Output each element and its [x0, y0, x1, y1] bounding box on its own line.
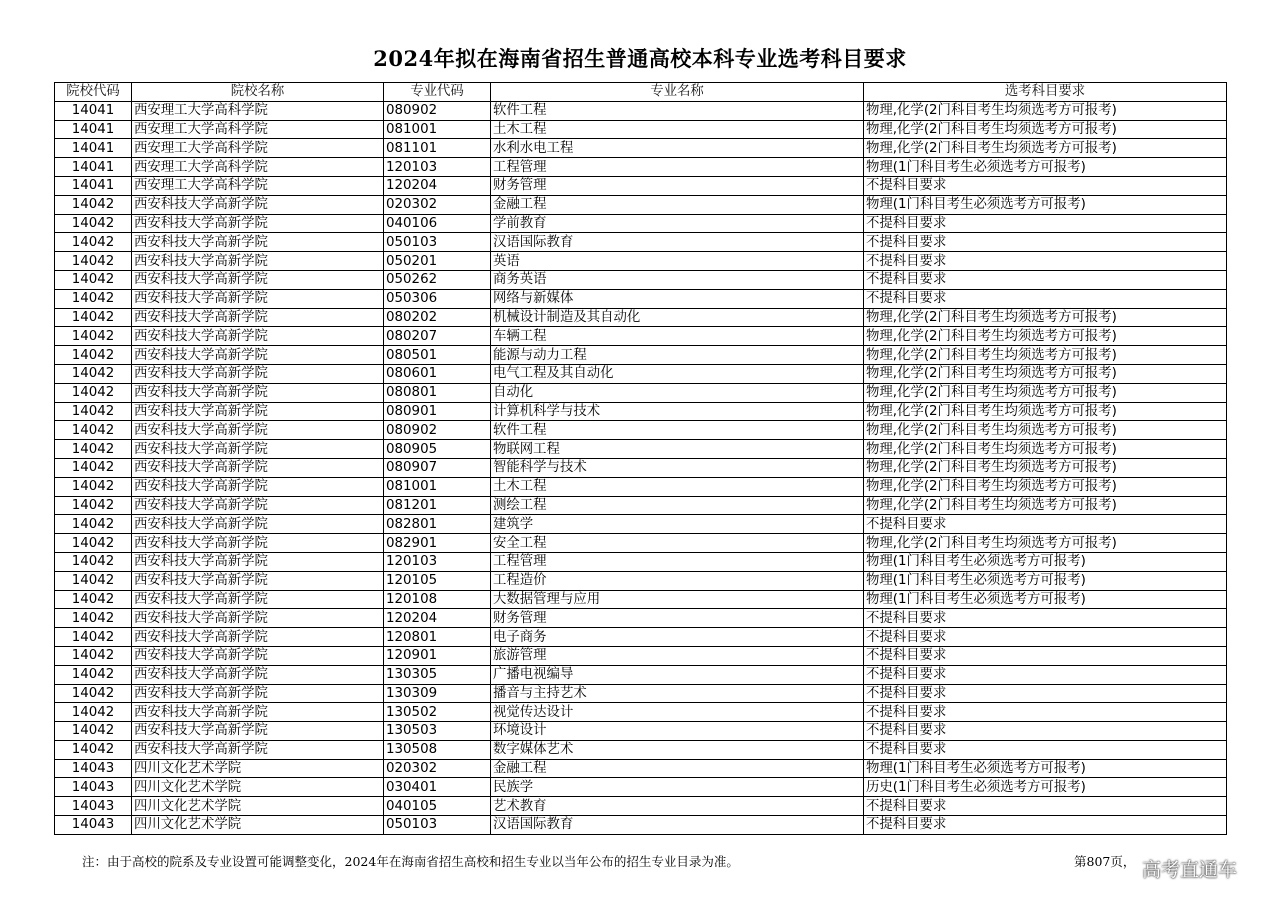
school-name-cell: 西安科技大学高新学院 [132, 646, 384, 665]
school-code-cell: 14042 [55, 665, 132, 684]
table-row [55, 797, 1227, 816]
table-row [55, 740, 1227, 759]
school-name-cell: 西安理工大学高科学院 [132, 176, 384, 195]
major-name-cell: 自动化 [491, 383, 864, 402]
school-code-cell: 14042 [55, 289, 132, 308]
subject-requirement-cell: 不提科目要求 [864, 515, 1227, 534]
major-name-cell: 环境设计 [491, 722, 864, 741]
school-code-cell: 14042 [55, 496, 132, 515]
school-code-cell: 14042 [55, 308, 132, 327]
major-name-cell: 电子商务 [491, 628, 864, 647]
major-name-cell: 电气工程及其自动化 [491, 364, 864, 383]
major-name-cell: 计算机科学与技术 [491, 402, 864, 421]
major-name-cell: 土木工程 [491, 120, 864, 139]
school-code-cell: 14042 [55, 327, 132, 346]
table-body [55, 101, 1227, 834]
major-code-cell: 050201 [384, 252, 491, 271]
major-code-cell: 082901 [384, 534, 491, 553]
major-code-cell: 120108 [384, 590, 491, 609]
major-name-cell: 测绘工程 [491, 496, 864, 515]
school-code-cell: 14042 [55, 383, 132, 402]
subject-requirement-cell: 不提科目要求 [864, 628, 1227, 647]
school-name-cell: 西安科技大学高新学院 [132, 552, 384, 571]
school-name-cell: 西安科技大学高新学院 [132, 440, 384, 459]
subject-requirement-cell: 不提科目要求 [864, 289, 1227, 308]
major-code-cell: 050306 [384, 289, 491, 308]
major-name-cell: 金融工程 [491, 195, 864, 214]
table-row [55, 402, 1227, 421]
major-code-cell: 130309 [384, 684, 491, 703]
school-name-cell: 西安科技大学高新学院 [132, 534, 384, 553]
school-code-cell: 14042 [55, 628, 132, 647]
school-code-cell: 14042 [55, 722, 132, 741]
table-row [55, 139, 1227, 158]
subject-requirement-cell: 不提科目要求 [864, 176, 1227, 195]
major-name-cell: 机械设计制造及其自动化 [491, 308, 864, 327]
school-code-cell: 14042 [55, 609, 132, 628]
table-row [55, 195, 1227, 214]
school-code-cell: 14042 [55, 477, 132, 496]
school-code-cell: 14042 [55, 740, 132, 759]
table-row [55, 289, 1227, 308]
school-name-cell: 西安科技大学高新学院 [132, 684, 384, 703]
table-row [55, 571, 1227, 590]
major-code-cell: 081101 [384, 139, 491, 158]
header-school-name: 院校名称 [132, 83, 384, 102]
school-name-cell: 西安科技大学高新学院 [132, 364, 384, 383]
school-name-cell: 西安科技大学高新学院 [132, 214, 384, 233]
school-name-cell: 西安科技大学高新学院 [132, 496, 384, 515]
subject-requirement-cell: 物理,化学(2门科目考生均须选考方可报考) [864, 496, 1227, 515]
school-code-cell: 14043 [55, 797, 132, 816]
requirements-table [54, 82, 1227, 835]
school-name-cell: 西安理工大学高科学院 [132, 120, 384, 139]
table-row [55, 270, 1227, 289]
major-code-cell: 080907 [384, 458, 491, 477]
table-row [55, 552, 1227, 571]
major-code-cell: 080801 [384, 383, 491, 402]
header-major-code: 专业代码 [384, 83, 491, 102]
table-row [55, 628, 1227, 647]
subject-requirement-cell: 物理(1门科目考生必须选考方可报考) [864, 158, 1227, 177]
school-name-cell: 西安理工大学高科学院 [132, 101, 384, 120]
subject-requirement-cell: 不提科目要求 [864, 684, 1227, 703]
major-code-cell: 050262 [384, 270, 491, 289]
school-code-cell: 14041 [55, 139, 132, 158]
school-code-cell: 14042 [55, 346, 132, 365]
major-name-cell: 安全工程 [491, 534, 864, 553]
major-code-cell: 082801 [384, 515, 491, 534]
major-code-cell: 081001 [384, 120, 491, 139]
major-code-cell: 080207 [384, 327, 491, 346]
school-name-cell: 四川文化艺术学院 [132, 797, 384, 816]
major-code-cell: 120103 [384, 552, 491, 571]
major-name-cell: 播音与主持艺术 [491, 684, 864, 703]
school-name-cell: 西安科技大学高新学院 [132, 421, 384, 440]
school-code-cell: 14041 [55, 120, 132, 139]
subject-requirement-cell: 不提科目要求 [864, 740, 1227, 759]
school-name-cell: 西安科技大学高新学院 [132, 308, 384, 327]
subject-requirement-cell: 物理(1门科目考生必须选考方可报考) [864, 571, 1227, 590]
table-row [55, 534, 1227, 553]
subject-requirement-cell: 不提科目要求 [864, 703, 1227, 722]
school-name-cell: 西安科技大学高新学院 [132, 515, 384, 534]
major-code-cell: 120204 [384, 176, 491, 195]
subject-requirement-cell: 物理,化学(2门科目考生均须选考方可报考) [864, 120, 1227, 139]
subject-requirement-cell: 不提科目要求 [864, 722, 1227, 741]
school-name-cell: 西安科技大学高新学院 [132, 740, 384, 759]
major-name-cell: 工程造价 [491, 571, 864, 590]
school-name-cell: 西安科技大学高新学院 [132, 665, 384, 684]
major-name-cell: 软件工程 [491, 101, 864, 120]
major-name-cell: 大数据管理与应用 [491, 590, 864, 609]
major-code-cell: 050103 [384, 816, 491, 835]
major-name-cell: 学前教育 [491, 214, 864, 233]
subject-requirement-cell: 不提科目要求 [864, 252, 1227, 271]
school-name-cell: 西安理工大学高科学院 [132, 158, 384, 177]
school-name-cell: 西安科技大学高新学院 [132, 703, 384, 722]
major-name-cell: 视觉传达设计 [491, 703, 864, 722]
subject-requirement-cell: 物理(1门科目考生必须选考方可报考) [864, 195, 1227, 214]
major-name-cell: 商务英语 [491, 270, 864, 289]
table-row [55, 214, 1227, 233]
major-name-cell: 水利水电工程 [491, 139, 864, 158]
school-code-cell: 14042 [55, 364, 132, 383]
table-row [55, 496, 1227, 515]
major-name-cell: 软件工程 [491, 421, 864, 440]
school-name-cell: 西安科技大学高新学院 [132, 233, 384, 252]
school-code-cell: 14043 [55, 778, 132, 797]
header-subject-requirement: 选考科目要求 [864, 83, 1227, 102]
table-row [55, 158, 1227, 177]
subject-requirement-cell: 物理,化学(2门科目考生均须选考方可报考) [864, 534, 1227, 553]
subject-requirement-cell: 不提科目要求 [864, 797, 1227, 816]
table-row [55, 327, 1227, 346]
major-code-cell: 120103 [384, 158, 491, 177]
major-code-cell: 080905 [384, 440, 491, 459]
table-header-row [55, 83, 1227, 102]
major-code-cell: 020302 [384, 195, 491, 214]
major-code-cell: 080501 [384, 346, 491, 365]
school-name-cell: 西安科技大学高新学院 [132, 195, 384, 214]
subject-requirement-cell: 物理,化学(2门科目考生均须选考方可报考) [864, 346, 1227, 365]
school-name-cell: 西安科技大学高新学院 [132, 289, 384, 308]
major-name-cell: 建筑学 [491, 515, 864, 534]
watermark-text: 高考直通车 [1142, 859, 1238, 881]
table-row [55, 233, 1227, 252]
subject-requirement-cell: 历史(1门科目考生必须选考方可报考) [864, 778, 1227, 797]
school-code-cell: 14042 [55, 552, 132, 571]
table-row [55, 346, 1227, 365]
school-code-cell: 14042 [55, 590, 132, 609]
major-code-cell: 080601 [384, 364, 491, 383]
header-school-code: 院校代码 [55, 83, 132, 102]
subject-requirement-cell: 物理,化学(2门科目考生均须选考方可报考) [864, 440, 1227, 459]
subject-requirement-cell: 物理(1门科目考生必须选考方可报考) [864, 759, 1227, 778]
major-name-cell: 工程管理 [491, 158, 864, 177]
major-name-cell: 智能科学与技术 [491, 458, 864, 477]
school-code-cell: 14042 [55, 214, 132, 233]
school-code-cell: 14042 [55, 421, 132, 440]
table-row [55, 458, 1227, 477]
footer-note: 注：由于高校的院系及专业设置可能调整变化，2024年在海南省招生高校和招生专业以当年公布的招生专业目录为准。 [82, 854, 739, 869]
school-code-cell: 14042 [55, 703, 132, 722]
table-row [55, 440, 1227, 459]
school-code-cell: 14042 [55, 646, 132, 665]
school-name-cell: 西安科技大学高新学院 [132, 458, 384, 477]
major-name-cell: 数字媒体艺术 [491, 740, 864, 759]
school-code-cell: 14041 [55, 176, 132, 195]
table-row [55, 364, 1227, 383]
subject-requirement-cell: 不提科目要求 [864, 270, 1227, 289]
major-name-cell: 旅游管理 [491, 646, 864, 665]
table-row [55, 515, 1227, 534]
major-code-cell: 080902 [384, 421, 491, 440]
subject-requirement-cell: 物理,化学(2门科目考生均须选考方可报考) [864, 458, 1227, 477]
major-code-cell: 120801 [384, 628, 491, 647]
school-code-cell: 14043 [55, 816, 132, 835]
header-major-name: 专业名称 [491, 83, 864, 102]
subject-requirement-cell: 不提科目要求 [864, 214, 1227, 233]
major-name-cell: 土木工程 [491, 477, 864, 496]
school-code-cell: 14042 [55, 195, 132, 214]
school-name-cell: 西安科技大学高新学院 [132, 628, 384, 647]
major-name-cell: 财务管理 [491, 609, 864, 628]
major-name-cell: 汉语国际教育 [491, 233, 864, 252]
major-name-cell: 民族学 [491, 778, 864, 797]
school-name-cell: 西安科技大学高新学院 [132, 270, 384, 289]
major-code-cell: 020302 [384, 759, 491, 778]
subject-requirement-cell: 物理,化学(2门科目考生均须选考方可报考) [864, 383, 1227, 402]
school-code-cell: 14042 [55, 458, 132, 477]
table-row [55, 684, 1227, 703]
school-name-cell: 四川文化艺术学院 [132, 778, 384, 797]
major-name-cell: 能源与动力工程 [491, 346, 864, 365]
subject-requirement-cell: 物理,化学(2门科目考生均须选考方可报考) [864, 477, 1227, 496]
major-name-cell: 财务管理 [491, 176, 864, 195]
subject-requirement-cell: 物理,化学(2门科目考生均须选考方可报考) [864, 101, 1227, 120]
subject-requirement-cell: 不提科目要求 [864, 816, 1227, 835]
major-code-cell: 130502 [384, 703, 491, 722]
school-code-cell: 14042 [55, 440, 132, 459]
page-title: 2024年拟在海南省招生普通高校本科专业选考科目要求 [373, 46, 907, 71]
school-code-cell: 14042 [55, 571, 132, 590]
table-row [55, 703, 1227, 722]
major-name-cell: 车辆工程 [491, 327, 864, 346]
major-code-cell: 130508 [384, 740, 491, 759]
school-name-cell: 西安科技大学高新学院 [132, 477, 384, 496]
subject-requirement-cell: 物理,化学(2门科目考生均须选考方可报考) [864, 139, 1227, 158]
major-name-cell: 物联网工程 [491, 440, 864, 459]
table-row [55, 308, 1227, 327]
subject-requirement-cell: 物理(1门科目考生必须选考方可报考) [864, 552, 1227, 571]
school-code-cell: 14042 [55, 252, 132, 271]
major-name-cell: 网络与新媒体 [491, 289, 864, 308]
school-code-cell: 14042 [55, 233, 132, 252]
table-row [55, 759, 1227, 778]
school-name-cell: 四川文化艺术学院 [132, 816, 384, 835]
school-name-cell: 四川文化艺术学院 [132, 759, 384, 778]
school-code-cell: 14042 [55, 534, 132, 553]
school-code-cell: 14042 [55, 402, 132, 421]
table-row [55, 120, 1227, 139]
school-name-cell: 西安科技大学高新学院 [132, 327, 384, 346]
table-row [55, 646, 1227, 665]
subject-requirement-cell: 物理,化学(2门科目考生均须选考方可报考) [864, 421, 1227, 440]
page-number: 第807页， [1074, 854, 1136, 869]
table-row [55, 477, 1227, 496]
school-code-cell: 14041 [55, 101, 132, 120]
school-name-cell: 西安科技大学高新学院 [132, 252, 384, 271]
school-code-cell: 14042 [55, 270, 132, 289]
table-row [55, 665, 1227, 684]
subject-requirement-cell: 不提科目要求 [864, 233, 1227, 252]
table-row [55, 421, 1227, 440]
school-code-cell: 14043 [55, 759, 132, 778]
major-code-cell: 130503 [384, 722, 491, 741]
school-name-cell: 西安理工大学高科学院 [132, 139, 384, 158]
school-name-cell: 西安科技大学高新学院 [132, 722, 384, 741]
school-name-cell: 西安科技大学高新学院 [132, 346, 384, 365]
table-row [55, 722, 1227, 741]
subject-requirement-cell: 物理,化学(2门科目考生均须选考方可报考) [864, 308, 1227, 327]
school-name-cell: 西安科技大学高新学院 [132, 590, 384, 609]
major-name-cell: 英语 [491, 252, 864, 271]
school-code-cell: 14042 [55, 684, 132, 703]
major-name-cell: 汉语国际教育 [491, 816, 864, 835]
subject-requirement-cell: 物理,化学(2门科目考生均须选考方可报考) [864, 327, 1227, 346]
table-row [55, 176, 1227, 195]
major-code-cell: 120901 [384, 646, 491, 665]
major-code-cell: 120105 [384, 571, 491, 590]
table-row [55, 590, 1227, 609]
school-code-cell: 14041 [55, 158, 132, 177]
major-code-cell: 040105 [384, 797, 491, 816]
major-name-cell: 艺术教育 [491, 797, 864, 816]
subject-requirement-cell: 物理,化学(2门科目考生均须选考方可报考) [864, 402, 1227, 421]
subject-requirement-cell: 不提科目要求 [864, 665, 1227, 684]
school-name-cell: 西安科技大学高新学院 [132, 609, 384, 628]
major-code-cell: 120204 [384, 609, 491, 628]
subject-requirement-cell: 物理(1门科目考生必须选考方可报考) [864, 590, 1227, 609]
major-code-cell: 081201 [384, 496, 491, 515]
major-code-cell: 030401 [384, 778, 491, 797]
school-name-cell: 西安科技大学高新学院 [132, 402, 384, 421]
school-name-cell: 西安科技大学高新学院 [132, 383, 384, 402]
table-row [55, 609, 1227, 628]
major-name-cell: 工程管理 [491, 552, 864, 571]
major-code-cell: 080202 [384, 308, 491, 327]
major-code-cell: 080901 [384, 402, 491, 421]
subject-requirement-cell: 不提科目要求 [864, 609, 1227, 628]
major-code-cell: 130305 [384, 665, 491, 684]
table-row [55, 383, 1227, 402]
table-row [55, 816, 1227, 835]
table-row [55, 778, 1227, 797]
subject-requirement-cell: 物理,化学(2门科目考生均须选考方可报考) [864, 364, 1227, 383]
table-row [55, 101, 1227, 120]
major-code-cell: 040106 [384, 214, 491, 233]
subject-requirement-cell: 不提科目要求 [864, 646, 1227, 665]
major-code-cell: 081001 [384, 477, 491, 496]
table-row [55, 252, 1227, 271]
major-name-cell: 广播电视编导 [491, 665, 864, 684]
major-name-cell: 金融工程 [491, 759, 864, 778]
school-code-cell: 14042 [55, 515, 132, 534]
major-code-cell: 050103 [384, 233, 491, 252]
school-name-cell: 西安科技大学高新学院 [132, 571, 384, 590]
major-code-cell: 080902 [384, 101, 491, 120]
